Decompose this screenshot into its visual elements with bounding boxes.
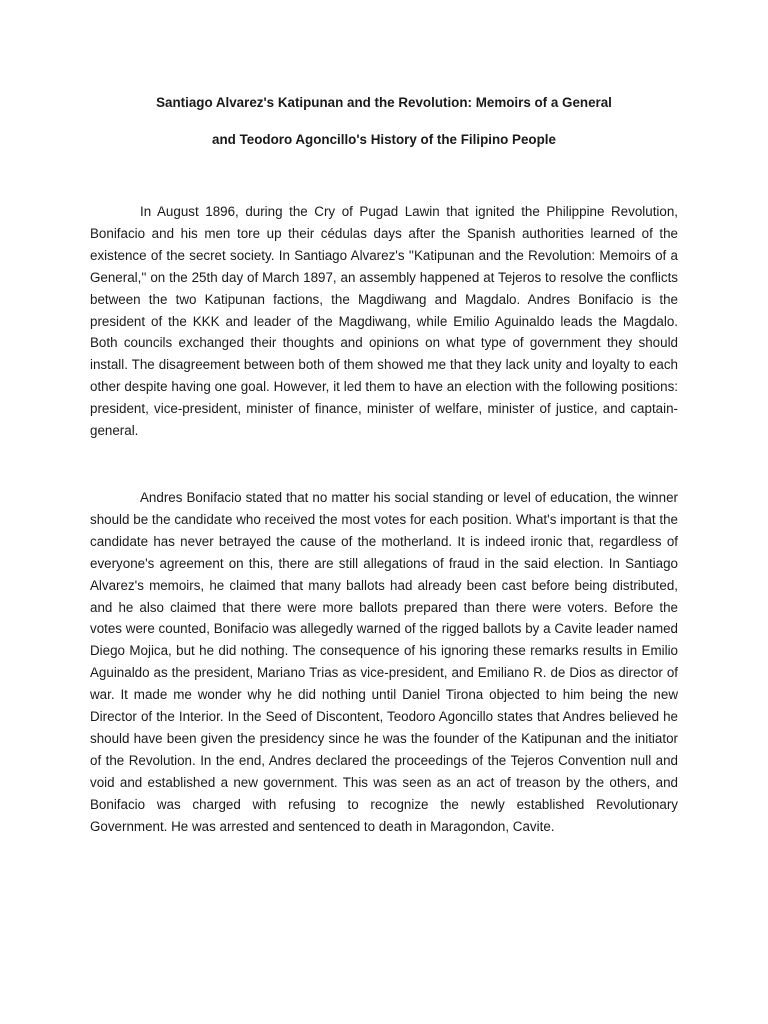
document-title-line-2: and Teodoro Agoncillo's History of the Filipino People bbox=[212, 132, 556, 147]
body-paragraph-1: In August 1896, during the Cry of Pugad Lawin that ignited the Philippine Revolution, Bonifacio and his men tore up their cédulas days after the Spanish authorities learned of the existence of the secret society. In Santiago Alvarez's ''Katipunan and the Revolution: Memoirs of a General,'' on the 25th day of March 1897, an assembly happened at Tejeros to resolve the conflicts between the two Katipunan factions, the Magdiwang and Magdalo. Andres Bonifacio is the president of the KKK and leader of the Magdiwang, while Emilio Aguinaldo leads the Magdalo. Both councils exchanged their thoughts and opinions on what type of government they should install. The disagreement between both of them showed me that they lack unity and loyalty to each other despite having one goal. However, it led them to have an election with the following positions: president, vice-president, minister of finance, minister of welfare, minister of justice, and captain-general. bbox=[90, 204, 678, 439]
document-title-line-1: Santiago Alvarez's Katipunan and the Revolution: Memoirs of a General bbox=[156, 95, 612, 110]
body-paragraph-2: Andres Bonifacio stated that no matter his social standing or level of education, the winner should be the candidate who received the most votes for each position. What's important is that the candidate has never betrayed the cause of the motherland. It is indeed ironic that, regardless of everyone's agreement on this, there are still allegations of fraud in the said election. In Santiago Alvarez's memoirs, he claimed that many ballots had already been cast before being distributed, and he also claimed that there were more ballots prepared than there were voters. Before the votes were counted, Bonifacio was allegedly warned of the rigged ballots by a Cavite leader named Diego Mojica, but he did nothing. The consequence of his ignoring these remarks results in Emilio Aguinaldo as the president, Mariano Trias as vice-president, and Emiliano R. de Dios as director of war. It made me wonder why he did nothing until Daniel Tirona objected to him being the new Director of the Interior. In the Seed of Discontent, Teodoro Agoncillo states that Andres believed he should have been given the presidency since he was the founder of the Katipunan and the initiator of the Revolution. In the end, Andres declared the proceedings of the Tejeros Convention null and void and established a new government. This was seen as an act of treason by the others, and Bonifacio was charged with refusing to recognize the newly established Revolutionary Government. He was arrested and sentenced to death in Maragondon, Cavite. bbox=[90, 490, 678, 834]
